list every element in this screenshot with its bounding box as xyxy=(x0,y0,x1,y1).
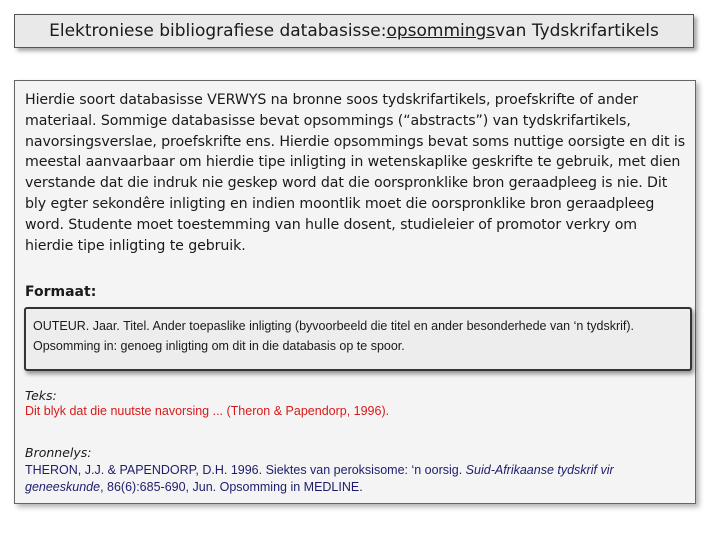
bronnelys-journal-title: Suid-Afrikaanse tydskrif vir geneeskunde xyxy=(25,463,614,494)
bronnelys-entry xyxy=(25,462,689,496)
formaat-label: Formaat: xyxy=(25,284,97,300)
bronnelys-entry-part-1: THERON, J.J. & PAPENDORP, D.H. 1996. Siektes van peroksisome: ‘n oorsig. xyxy=(25,463,466,477)
intro-paragraph: Hierdie soort databasisse VERWYS na bronne soos tydskrifartikels, proefskrifte of ander materiaal. Sommige databasisse bevat opsommings (“abstracts”) van tydskrifartikels, navorsingsverslae, proefskrifte ens. Hierdie opsommings bevat soms nuttige oorsigte en dit is meestal aanvaarbaar om hierdie tipe inligting in wetenskaplike geskrifte te gebruik, met dien verstande dat die indruk nie geskep word dat die oorspronklike bron geraadpleeg is nie. Dit bly egter sekondêre inligting en indien moontlik moet die oorspronklike bron geraadpleeg word. Studente moet toestemming van hulle dosent, studieleier of promotor verkry om hierdie tipe inligting te gebruik. xyxy=(25,92,685,254)
format-box xyxy=(24,307,692,371)
format-text: OUTEUR. Jaar. Titel. Ander toepaslike inligting (byvoorbeeld die titel en ander besonderhede van ‘n tydskrif). Opsomming in: genoeg inligting om dit in die databasis op te spoor. xyxy=(33,319,635,353)
bronnelys-label: Bronnelys: xyxy=(25,445,92,460)
bronnelys-entry-part-2: , 86(6):685-690, Jun. Opsomming in MEDLINE. xyxy=(100,480,363,494)
title-part-2: van Tydskrifartikels xyxy=(495,21,659,41)
teks-label: Teks: xyxy=(25,388,57,403)
title-part-1: Elektroniese bibliografiese databasisse: xyxy=(49,21,387,41)
teks-example: Dit blyk dat die nuutste navorsing ... (Theron & Papendorp, 1996). xyxy=(25,404,390,418)
slide-title xyxy=(14,14,694,48)
title-underlined-word: opsommings xyxy=(386,21,496,41)
content-box xyxy=(14,80,696,504)
